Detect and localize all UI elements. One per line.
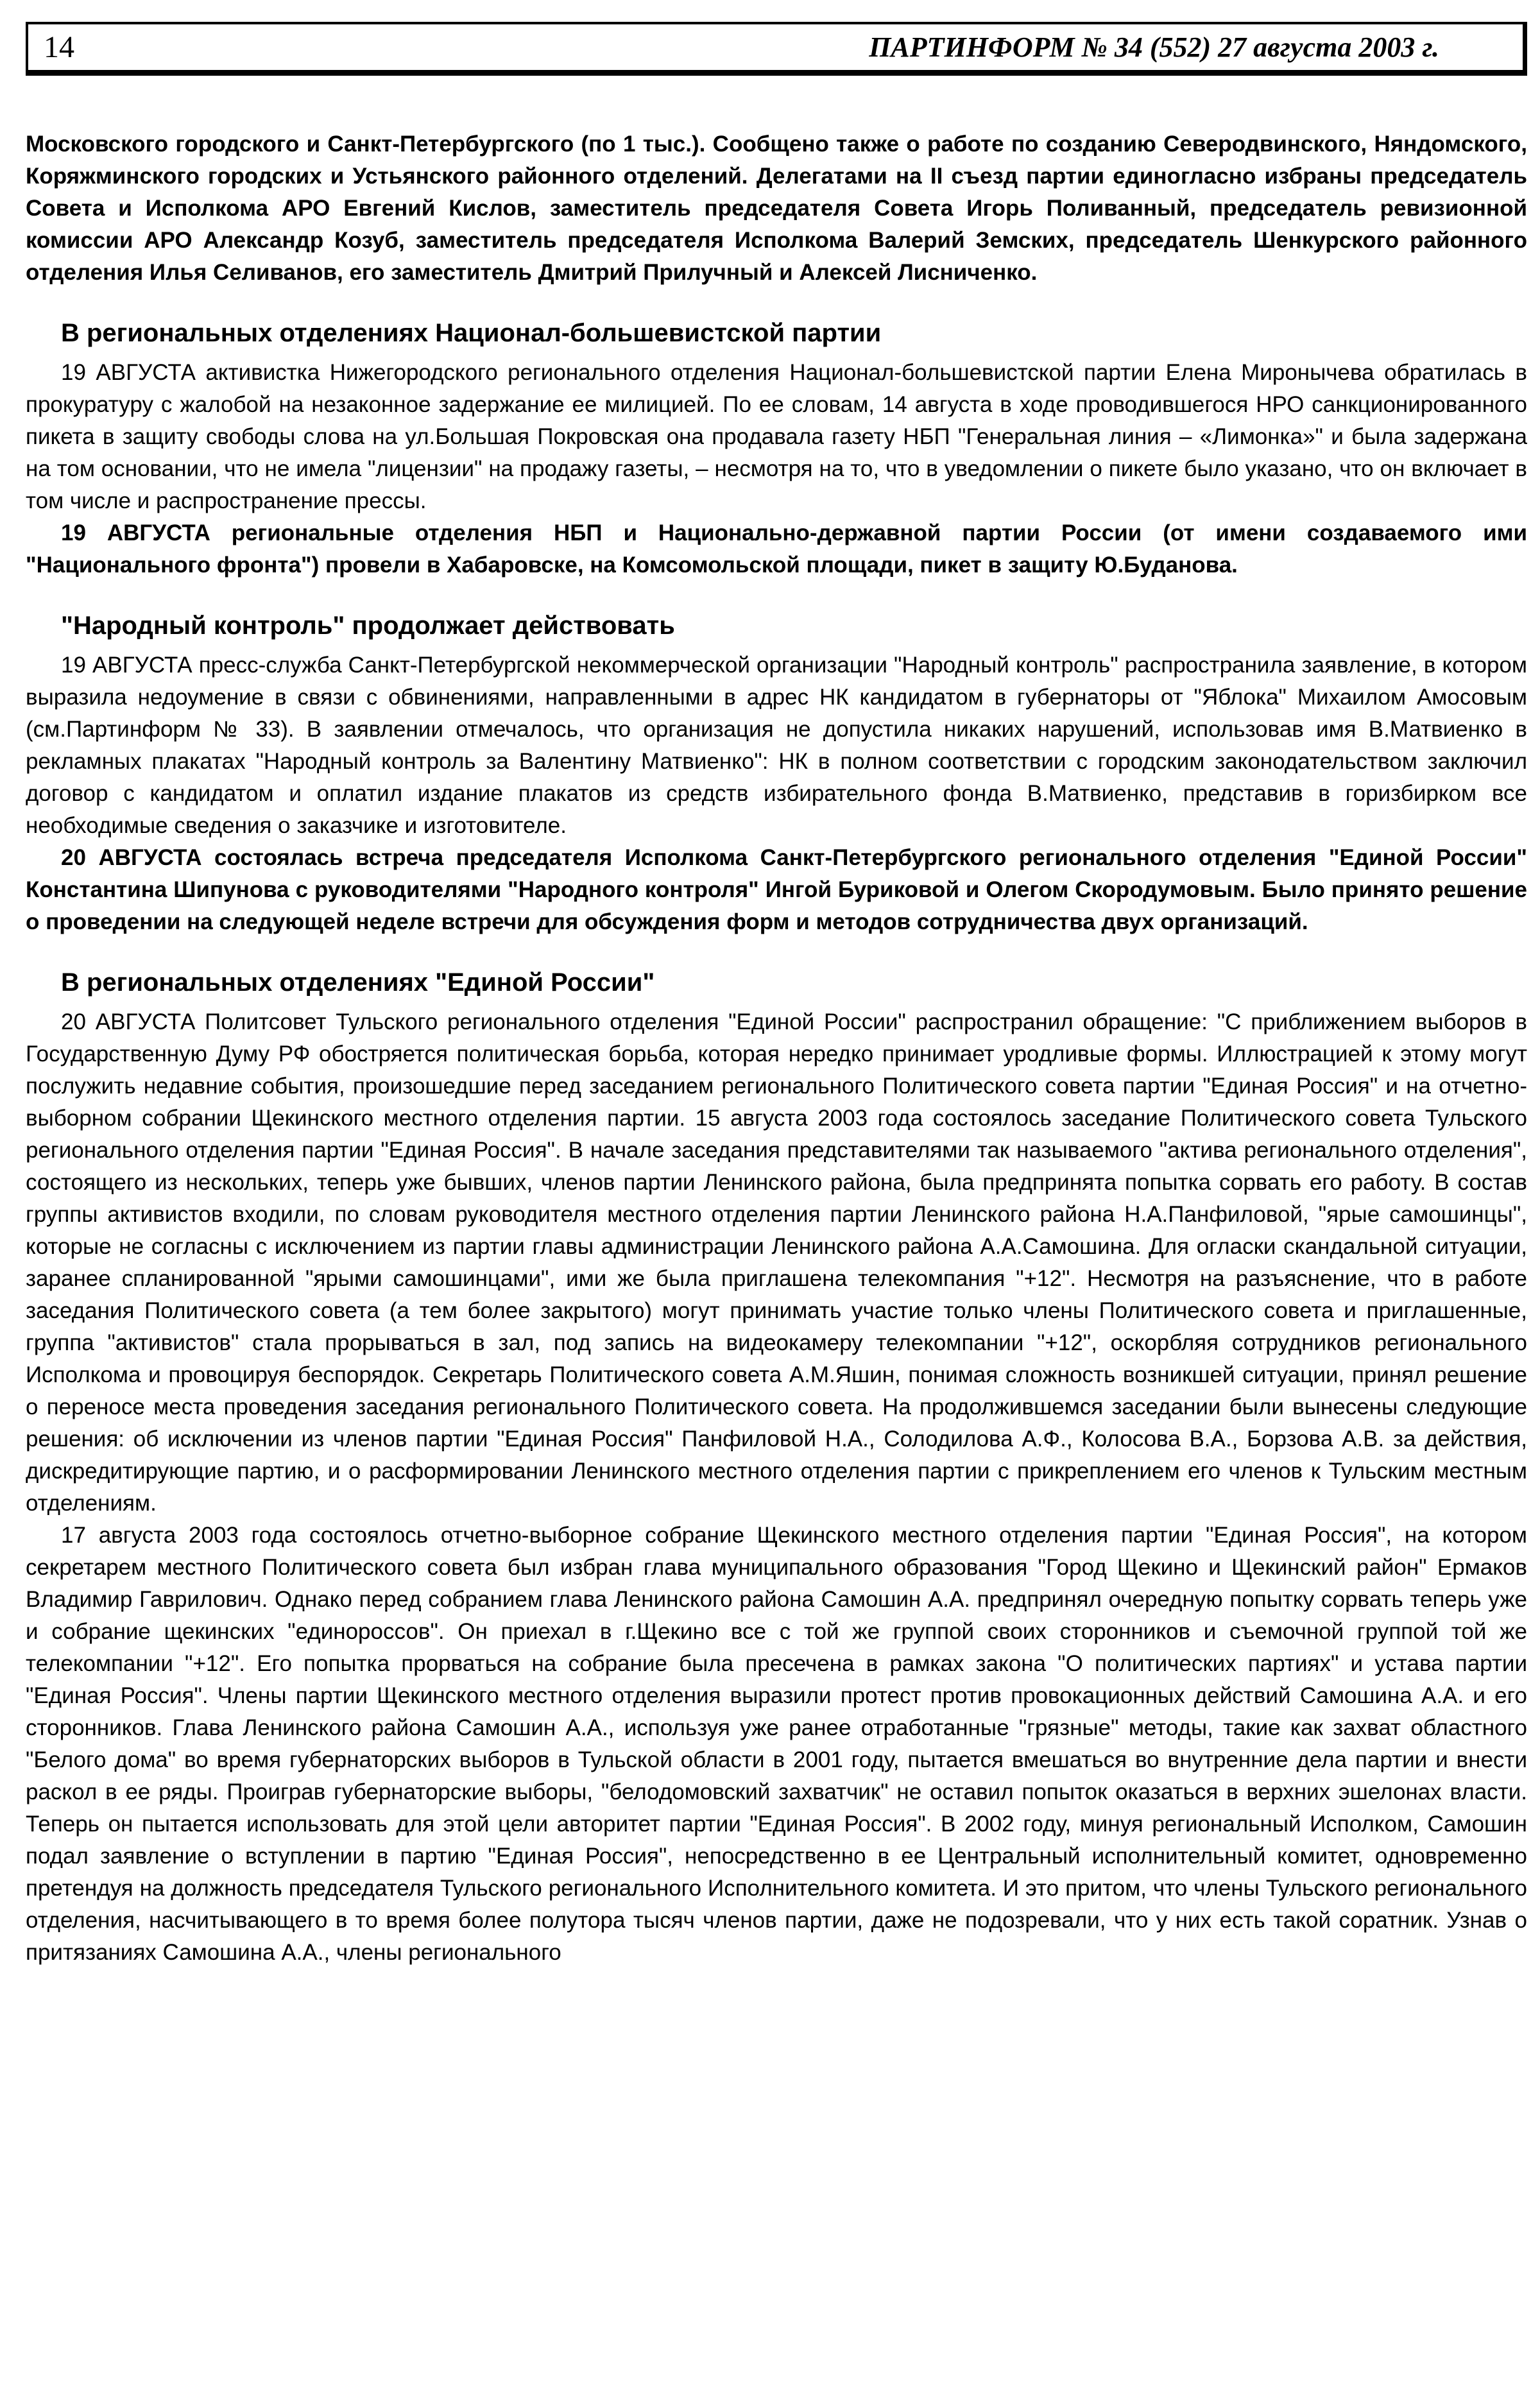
section-edinaya-rossiya xyxy=(26,968,1527,1969)
paragraph: 20 АВГУСТА состоялась встреча председателя Исполкома Санкт-Петербургского регионального отделения "Единой России" Константина Шипунова с руководителями "Народного контроля" Ингой Буриковой и Олегом Скородумовым. Было принято решение о проведении на следующей неделе встречи для обсуждения форм и методов сотрудничества двух организаций. xyxy=(26,845,1527,934)
paragraph: 17 августа 2003 года состоялось отчетно-выборное собрание Щекинского местного отделения партии "Единая Россия", на котором секретарем местного Политического совета был избран глава муниципального образования "Город Щекино и Щекинский район" Ермаков Владимир Гаврилович. Однако перед собранием глава Ленинского района Самошин А.А. предпринял очередную попытку сорвать теперь уже и собрание щекинских "единороссов". Он приехал в г.Щекино все с той же группой своих сторонников и съемочной группой той же телекомпании "+12". Его попытка прорваться на собрание была пресечена в рамках закона "О политических партиях" и устава партии "Единая Россия". Члены партии Щекинского местного отделения выразили протест против провокационных действий Самошина А.А. и его сторонников. Глава Ленинского района Самошин А.А., используя уже ранее отработанные "грязные" методы, такие как захват областного "Белого дома" во время губернаторских выборов в Тульской области в 2001 году, пытается вмешаться во внутренние дела партии и внести раскол в ее ряды. Проиграв губернаторские выборы, "белодомовский захватчик" не оставил попыток оказаться в верхних эшелонах власти. Теперь он пытается использовать для этой цели авторитет партии "Единая Россия". В 2002 году, минуя региональный Исполком, Самошин подал заявление о вступлении в партию "Единая Россия", непосредственно в ее Центральный исполнительный комитет, одновременно претендуя на должность председателя Тульского регионального Исполнительного комитета. И это притом, что члены Тульского регионального отделения, насчитывающего в то время более полутора тысяч членов партии, даже не подозревали, что у них есть такой соратник. Узнав о притязаниях Самошина А.А., члены регионального xyxy=(26,1523,1527,1965)
page-content xyxy=(26,128,1527,1969)
section-heading-edinaya-rossiya: В региональных отделениях "Единой России" xyxy=(61,968,655,997)
page-header xyxy=(26,22,1527,76)
paragraph: 20 АВГУСТА Политсовет Тульского регионального отделения "Единой России" распространил обращение: "С приближением выборов в Государственную Думу РФ обостряется политическая борьба, которая нередко принимает уродливые формы. Иллюстрацией к этому могут послужить недавние события, произошедшие перед заседанием регионального Политического совета партии "Единая Россия" и на отчетно-выборном собрании Щекинского местного отделения партии. 15 августа 2003 года состоялось заседание Политического совета Тульского регионального отделения партии "Единая Россия". В начале заседания представителями так называемого "актива регионального отделения", состоящего из нескольких, теперь уже бывших, членов партии Ленинского района, была предпринята попытка сорвать его работу. В состав группы активистов входили, по словам руководителя местного отделения партии Ленинского района Н.А.Панфиловой, "ярые самошинцы", которые не согласны с исключением из партии главы администрации Ленинского района А.А.Самошина. Для огласки скандальной ситуации, заранее спланированной "ярыми самошинцами", ими же была приглашена телекомпания "+12". Несмотря на разъяснение, что в работе заседания Политического совета (а тем более закрытого) могут принимать участие только члены Политического совета и приглашенные, группа "активистов" стала прорываться в зал, под запись на видеокамеру телекомпании "+12", оскорбляя сотрудников регионального Исполкома и провоцируя беспорядок. Секретарь Политического совета А.М.Яшин, понимая сложность возникшей ситуации, принял решение о переносе места проведения заседания регионального Политического совета. На продолжившемся заседании были вынесены следующие решения: об исключении из членов партии "Единая Россия" Панфиловой Н.А., Солодилова А.Ф., Колосова В.А., Борзова А.В. за действия, дискредитирующие партию, и о расформировании Ленинского местного отделения партии с прикреплением его членов к Тульским местным отделениям. xyxy=(26,1009,1527,1516)
page-number: 14 xyxy=(44,30,74,64)
intro-paragraph: Московского городского и Санкт-Петербургского (по 1 тыс.). Сообщено также о работе по созданию Северодвинского, Няндомского, Коряжминского городских и Устьянского районного отделений. Делегатами на II съезд партии единогласно избраны председатель Совета и Исполкома АРО Евгений Кислов, заместитель председателя Совета Игорь Поливанный, председатель ревизионной комиссии АРО Александр Козуб, заместитель председателя Исполкома Валерий Земских, председатель Шенкурского районного отделения Илья Селиванов, его заместитель Дмитрий Прилучный и Алексей Лисниченко. xyxy=(26,132,1527,285)
section-heading-narodny-kontrol: "Народный контроль" продолжает действовать xyxy=(61,612,675,640)
section-narodny-kontrol xyxy=(26,611,1527,938)
journal-title: ПАРТИНФОРМ № 34 (552) 27 августа 2003 г. xyxy=(869,31,1439,63)
paragraph: 19 АВГУСТА региональные отделения НБП и Национально-державной партии России (от имени создаваемого ими "Национального фронта") провели в Хабаровске, на Комсомольской площади, пикет в защиту Ю.Буданова. xyxy=(26,520,1527,578)
paragraph: 19 АВГУСТА активистка Нижегородского регионального отделения Национал-большевистской партии Елена Миронычева обратилась в прокуратуру с жалобой на незаконное задержание ее милицией. По ее словам, 14 августа в ходе проводившегося НРО санкционированного пикета в защиту свободы слова на ул.Большая Покровская она продавала газету НБП "Генеральная линия – «Лимонка»" и была задержана на том основании, что не имела "лицензии" на продажу газеты, – несмотря на то, что в уведомлении о пикете было указано, что он включает в том числе и распространение прессы. xyxy=(26,360,1527,513)
paragraph: 19 АВГУСТА пресс-служба Санкт-Петербургской некоммерческой организации "Народный контроль" распространила заявление, в котором выразила недоумение в связи с обвинениями, направленными в адрес НК кандидатом в губернаторы от "Яблока" Михаилом Амосовым (см.Партинформ № 33). В заявлении отмечалось, что организация не допустила никаких нарушений, использовав имя В.Матвиенко в рекламных плакатах "Народный контроль за Валентину Матвиенко": НК в полном соответствии с городским законодательством заключил договор с кандидатом и оплатил издание плакатов из средств избирательного фонда В.Матвиенко, представив в горизбирком все необходимые сведения о заказчике и изготовителе. xyxy=(26,653,1527,838)
section-nbp xyxy=(26,318,1527,581)
section-heading-nbp: В региональных отделениях Национал-большевистской партии xyxy=(61,319,882,347)
